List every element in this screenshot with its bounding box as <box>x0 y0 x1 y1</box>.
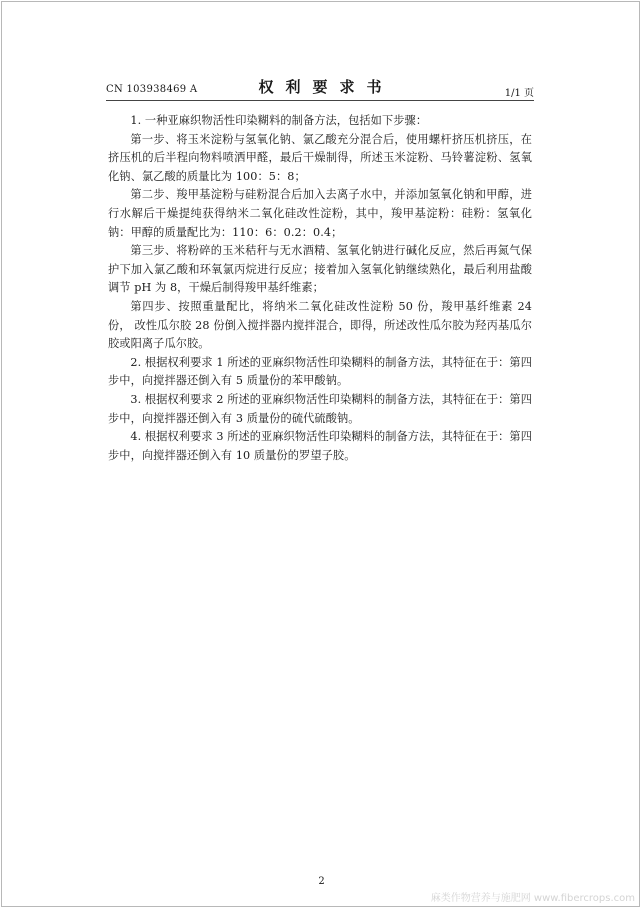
header-divider <box>106 100 534 101</box>
claim-3: 3. 根据权利要求 2 所述的亚麻织物活性印染糊料的制备方法，其特征在于：第四步中，向搅拌器还倒入有 3 质量份的硫代硫酸钠。 <box>108 392 532 425</box>
page-title: 权利要求书 <box>258 78 394 96</box>
claim-2: 2. 根据权利要求 1 所述的亚麻织物活性印染糊料的制备方法，其特征在于：第四步中，向搅拌器还倒入有 5 质量份的苯甲酸钠。 <box>108 355 532 388</box>
patent-number: CN 103938469 A <box>106 84 198 95</box>
page-number: 2 <box>318 876 325 887</box>
claim-1-step-1: 第一步、将玉米淀粉与氢氧化钠、氯乙酸充分混合后，使用螺杆挤压机挤压，在挤压机的后半程向物料喷洒甲醛，最后干燥制得，所述玉米淀粉、马铃薯淀粉、氢氧化钠、氯乙酸的质量比为 100：5：8； <box>108 132 532 183</box>
page-count: 1/1 页 <box>504 88 534 99</box>
claim-1-step-2: 第二步、羧甲基淀粉与硅粉混合后加入去离子水中，并添加氢氧化钠和甲醇，进行水解后干燥提纯获得纳米二氧化硅改性淀粉，其中，羧甲基淀粉：硅粉：氢氧化钠：甲醇的质量配比为：110：6：0.2：0.4； <box>108 188 532 239</box>
claim-4: 4. 根据权利要求 3 所述的亚麻织物活性印染糊料的制备方法，其特征在于：第四步中，向搅拌器还倒入有 10 质量份的罗望子胶。 <box>108 430 532 462</box>
claim-1-step-4: 第四步、按照重量配比，将纳米二氧化硅改性淀粉 50 份，羧甲基纤维素 24 份， 改性瓜尔胶 28 份倒入搅拌器内搅拌混合，即得，所述改性瓜尔胶为羟丙基瓜尔胶或阳离子瓜尔胶。 <box>108 299 532 351</box>
claim-1-step-3: 第三步、将粉碎的玉米秸秆与无水酒精、氢氧化钠进行碱化反应，然后再氮气保护下加入氯乙酸和环氧氯丙烷进行反应；接着加入氢氧化钠继续熟化，最后利用盐酸调节 pH 为 8，干燥后制得羧甲基纤维素； <box>108 244 532 295</box>
page-header <box>106 72 534 102</box>
claims-body <box>108 112 532 465</box>
claim-1-intro: 1. 一种亚麻织物活性印染糊料的制备方法，包括如下步骤： <box>130 114 428 127</box>
site-watermark: 麻类作物营养与施肥网 www.fibercrops.com <box>430 893 635 904</box>
